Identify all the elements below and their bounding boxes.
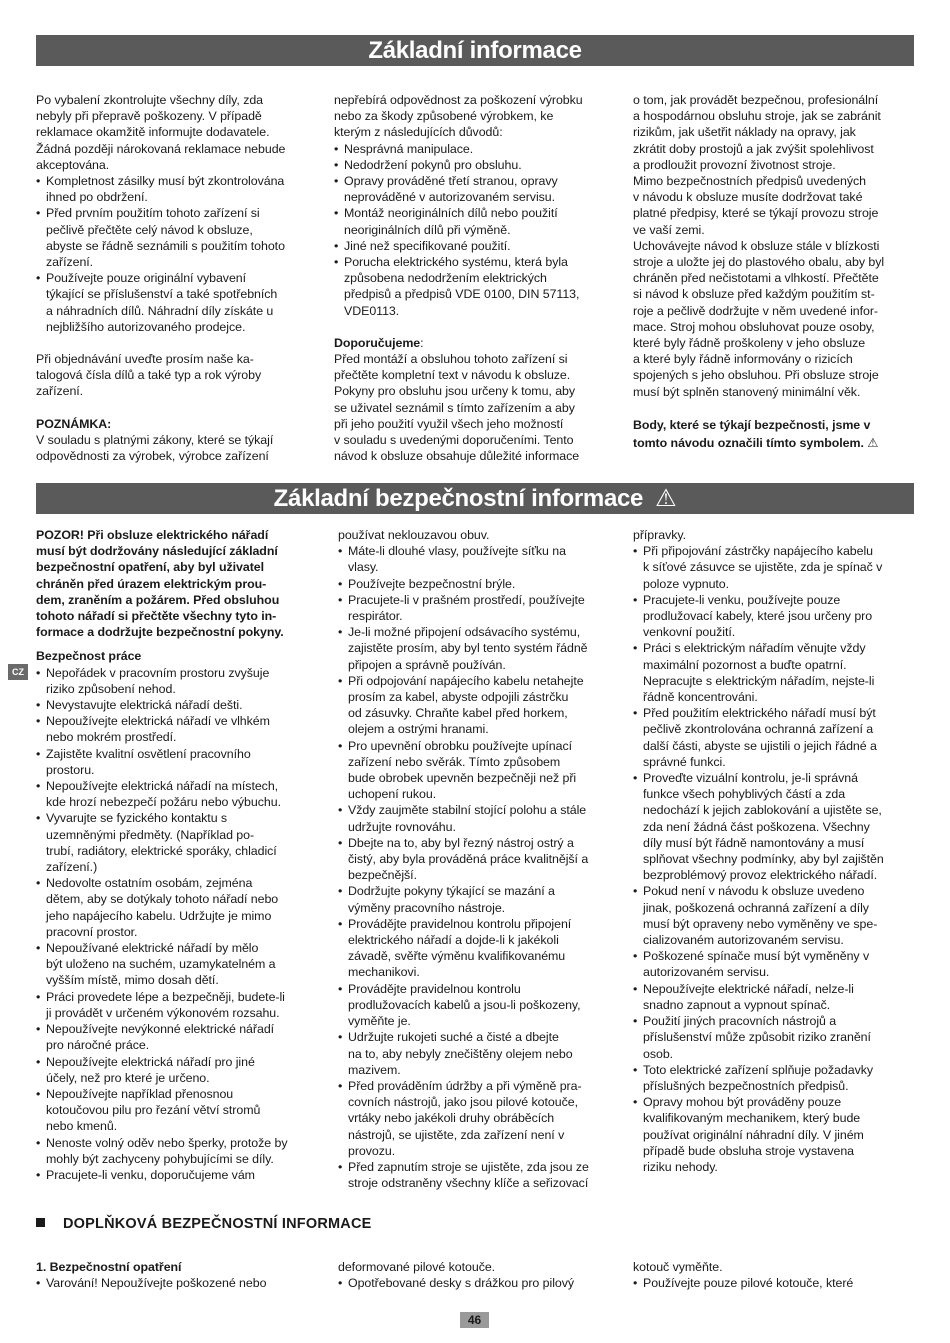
intro-paragraph [36,92,318,173]
list-item-line: riziku nehody. [643,1159,718,1174]
list-item [338,835,620,884]
section1-column-1 [36,92,318,464]
list-item-line: maximální pozornost a buďte opatrní. [643,657,847,672]
operation-paragraph-line: musí být splněn stanovený minimální věk. [633,384,861,399]
list-item-line: Nepoužívejte elektrická nářadí na místech, [46,779,279,794]
list-item [338,883,620,915]
liability-paragraph [334,92,616,141]
intro-paragraph-line: Žádná později nárokovaná reklamace nebude [36,141,286,156]
list-item-line: Nepoužívané elektrické nářadí by mělo [46,941,259,956]
list-item-line: Práci s elektrickým nářadím věnujte vždy [643,641,866,656]
list-item-line: cializovaném autorizovaném servisu. [643,933,844,948]
list-item [633,1094,915,1175]
list-item-line: nebo mokrém prostředí. [46,730,177,745]
continued-text-line: kotouč vyměňte. [633,1260,723,1274]
list-item [334,141,616,157]
list-item [633,883,915,948]
continued-text-line: deformované pilové kotouče. [338,1260,496,1274]
list-item [36,1054,318,1086]
list-item-line: příslušných bezpečnostních předpisů. [643,1078,849,1093]
list-item-line: Nedodržení pokynů pro obsluhu. [344,157,522,172]
list-item-line: poloze vypnuto. [643,576,730,591]
list-item [633,981,915,1013]
section2-column-1 [36,527,318,1183]
list-item [338,1159,620,1191]
spacer [334,319,616,335]
list-item-line: bezproblémový provoz elektrického nářadí. [643,868,878,883]
note-heading: POZNÁMKA: [36,416,112,431]
list-item [36,778,318,810]
list-item-line: Nevystavujte elektrická nářadí dešti. [46,698,243,713]
list-item-line: Před prováděním údržby a při výměně pra- [348,1078,582,1093]
list-item-line: další části, abyste se ujistili o jejich řádné a [643,738,877,753]
list-item [334,157,616,173]
list-item-line: bezpečnější. [348,868,417,883]
ordering-paragraph-line: talogová čísla dílů a také typ a rok výroby [36,368,262,383]
list-item-line: správné funkci. [643,754,726,769]
list-item-line: řádně koncentrováni. [643,690,758,705]
list-item-line: čistý, aby byla prováděná práce kvalitnější a [348,852,589,867]
operation-paragraph-line: o tom, jak provádět bezpečnou, profesionální [633,93,879,107]
list-item-line: osob. [643,1046,674,1061]
list-item-line: udržujte rovnováhu. [348,819,456,834]
safety-measures-list [633,1275,915,1291]
list-item-line: na to, aby nebyly znečištěny olejem nebo [348,1046,573,1061]
list-item-line: snadno zapnout a vypnout spínač. [643,997,831,1012]
list-item [36,270,318,335]
list-item-line: bude obrobek upevněn bezpečněji než při [348,771,577,786]
section2-column-3 [633,527,915,1175]
list-item-line: Poškozené spínače musí být vyměněny v [643,949,870,964]
recommend-paragraph-line: návod k obsluze obsahuje důležité informace [334,449,580,464]
list-item-line: Při odpojování napájecího kabelu netahejte [348,673,584,688]
list-item-line: neprováděné v autorizovaném servisu. [344,190,556,205]
caution-paragraph-line: tohoto nářadí si přečtěte všechny tyto in- [36,609,277,624]
list-item [36,940,318,989]
list-item [36,1086,318,1135]
list-item-line: Používejte pouze originální vybavení [46,271,247,286]
list-item-line: Jiné než specifikované použití. [344,238,511,253]
checklist [36,173,318,335]
spacer [36,335,318,351]
list-item-line: uzemněnými předměty. (Například po- [46,827,255,842]
list-item-line: díly musí být řádně namontovány a musí [643,835,865,850]
list-item-line: mechanikovi. [348,965,420,980]
list-item-line: musí být opraveny nebo vyměněny ve spe- [643,916,878,931]
operation-paragraph-line: Mimo bezpečnostních předpisů uvedených [633,174,866,189]
list-item-line: covních nástrojů, jako jsou pilové kotouče, [348,1095,578,1110]
list-item-line: Opravy mohou být prováděny pouze [643,1095,842,1110]
list-item-line: Pracujete-li v prašném prostředí, používejte [348,592,585,607]
list-item-line: Udržujte rukojeti suché a čisté a dbejte [348,1030,559,1045]
safety-symbol-note-line: tomto návodu označili tímto symbolem. [633,435,864,450]
operation-paragraph-line: v návodu k obsluze musíte dodržovat také [633,190,863,205]
operation-paragraph-line: spojených s jeho obsluhou. Při obsluze stroje [633,368,879,383]
list-item-line: připojen a správně používán. [348,657,506,672]
list-item-line: Zajistěte kvalitní osvětlení pracovního [46,746,251,761]
spacer [36,640,318,648]
list-item-line: zařízení. [46,255,94,270]
list-item-line: venkovní použití. [643,625,736,640]
list-item-line: prostoru. [46,762,95,777]
recommend-heading-block [334,335,616,351]
safety-list-continued [633,543,915,1175]
safety-measures-list [338,1275,620,1291]
list-item [36,1275,318,1291]
note-paragraph [36,432,318,464]
warning-triangle-icon: ⚠ [867,435,879,450]
list-item-line: Kompletnost zásilky musí být zkontrolována [46,174,285,189]
list-item-line: riziko způsobení nehod. [46,681,176,696]
list-item-line: Vyvarujte se fyzického kontaktu s [46,811,228,826]
list-item [334,254,616,319]
note-paragraph-line: odpovědnosti za výrobek, výrobce zařízení [36,449,269,464]
list-item-line: Proveďte vizuální kontrolu, je-li správná [643,771,858,786]
list-item-line: Použití jiných pracovních nástrojů a [643,1014,837,1029]
list-item-line: Varování! Nepoužívejte poškozené nebo [46,1276,267,1291]
safety-measures-list [36,1275,318,1291]
list-item-line: Nepoužívejte elektrické nářadí, nelze-li [643,981,854,996]
list-item [633,770,915,883]
list-item-line: případě bude obsluha stroje vystavena [643,1143,854,1158]
list-item [633,1062,915,1094]
list-item-line: VDE0113. [344,303,400,318]
intro-paragraph-line: nebyly při přepravě poškozeny. V případě [36,109,262,124]
safety-symbol-note [633,416,915,452]
caution-paragraph-line: musí být dodržovány následující základní [36,544,278,559]
operation-paragraph-line: rizikům, jak ušetřit náklady na opravy, jak [633,125,856,140]
section-title: Základní bezpečnostní informace [273,485,644,512]
ordering-paragraph-line: Při objednávání uveďte prosím naše ka- [36,352,254,367]
list-item-line: vlasy. [348,560,379,575]
warning-triangle-icon: ⚠ [655,485,677,512]
continued-text [338,1259,620,1275]
list-item-line: nejbližšího autorizovaného prodejce. [46,319,246,334]
section3-column-3 [633,1259,915,1291]
recommend-heading: Doporučujeme [334,335,421,350]
list-item [338,673,620,738]
list-item-line: Před prvním použitím tohoto zařízení si [46,206,260,221]
caution-paragraph-line: bezpečnostní opatření, aby byl uživatel [36,560,265,575]
continued-text-line: používat neklouzavou obuv. [338,528,490,542]
list-item [633,705,915,770]
list-item-line: účely, než pro které je určeno. [46,1070,210,1085]
list-item-line: předpisů a předpisů VDE 0100, DIN 57113, [344,287,580,302]
operation-paragraph-line: si návod k obsluze před každým použitím st- [633,287,875,302]
caution-paragraph-line: dem, zraněním a požárem. Před obsluhou [36,592,280,607]
liability-paragraph-line: kterým z následujících důvodů: [334,125,503,140]
caution-paragraph-line: formace a dodržujte bezpečnostní pokyny. [36,625,284,640]
recommend-paragraph-line: v souladu s uvedenými doporučeními. Tento [334,433,574,448]
continued-text-line: přípravky. [633,528,686,542]
list-item-line: pro náročné práce. [46,1038,150,1053]
list-item [36,665,318,697]
list-item-line: používat originální náhradní díly. V jiném [643,1127,864,1142]
list-item-line: pracovní prostor. [46,924,138,939]
work-safety-list [36,665,318,1184]
list-item-line: prodlužovací kabely, které jsou určeny pro [643,609,873,624]
list-item-line: Pracujete-li venku, používejte pouze [643,592,841,607]
list-item [36,810,318,875]
list-item-line: vrtáky nebo jakékoli druhy obráběcích [348,1111,555,1126]
list-item-line: Porucha elektrického systému, která byla [344,255,568,270]
list-item-line: nástrojů, se ujistěte, zda zařízení není v [348,1127,565,1142]
list-item [36,173,318,205]
list-item-line: zařízení.) [46,860,98,875]
continued-text [633,1259,915,1275]
list-item-line: stroje odstraněny všechny klíče a seřizovací [348,1176,589,1191]
work-safety-heading-block [36,648,318,664]
list-item-line: Pro upevnění obrobku používejte upínací [348,738,572,753]
list-item-line: ihned po obdržení. [46,190,148,205]
recommend-paragraph-line: při jeho použití využil všech jeho možností [334,416,564,431]
list-item-line: Používejte pouze pilové kotouče, které [643,1276,854,1291]
list-item [338,802,620,834]
list-item-line: Pracujete-li venku, doporučujeme vám [46,1167,255,1182]
list-item [338,624,620,673]
list-item-line: pečlivě přečtěte celý návod k obsluze, [46,222,253,237]
list-item-line: Používejte bezpečnostní brýle. [348,576,516,591]
operation-paragraph [633,92,915,400]
list-item-line: Při připojování zástrčky napájecího kabelu [643,544,874,559]
list-item-line: respirátor. [348,609,403,624]
list-item-line: zajistěte prosím, aby byl tento systém řádně [348,641,588,656]
list-item-line: splňovat všechny podmínky, aby byl zajištěn [643,852,884,867]
safety-measures-heading-block [36,1259,318,1275]
list-item-line: Nepoužívejte elektrická nářadí pro jiné [46,1054,255,1069]
list-item-line: prodlužovacích kabelů a jsou-li poškozeny, [348,997,581,1012]
list-item-line: Nedovolte ostatním osobám, zejména [46,876,253,891]
list-item [633,1275,915,1291]
list-item-line: od zásuvky. Chraňte kabel před horkem, [348,706,568,721]
operation-paragraph-line: a prodloužit provozní životnost stroje. [633,157,836,172]
list-item-line: příslušenství může způsobit riziko zranění [643,1030,871,1045]
list-item-line: zda není žádná část poškozena. Všechny [643,819,870,834]
list-item-line: funkce všech pohyblivých částí a zda [643,787,846,802]
list-item [633,640,915,705]
recommend-paragraph-line: přečtěte kompletní text v návodu k obsluze. [334,368,571,383]
operation-paragraph-line: a hospodárnou obsluhu stroje, jak se zabránit [633,109,881,124]
section-banner-safety-info [36,483,914,514]
list-item-line: Nepoužívejte například přenosnou [46,1086,234,1101]
list-item-line: nebo kmenů. [46,1119,118,1134]
list-item-line: Dbejte na to, aby byl řezný nástroj ostrý a [348,835,574,850]
list-item [338,1275,620,1291]
list-item-line: Dodržujte pokyny týkající se mazání a [348,884,555,899]
safety-symbol-note-line: Body, které se týkají bezpečnosti, jsme v [633,417,871,432]
list-item-line: jeho napájecího kabelu. Udržujte je mimo [46,908,272,923]
section-banner-basic-info [36,35,914,66]
list-item-line: Montáž neoriginálních dílů nebo použití [344,206,558,221]
ordering-paragraph [36,351,318,400]
language-tab: CZ [8,664,28,680]
safety-measures-heading: 1. Bezpečnostní opatření [36,1260,182,1274]
liability-paragraph-line: nebo za škody způsobené výrobkem, ke [334,109,554,124]
list-item-line: kvalifikovaným mechanikem, který bude [643,1111,861,1126]
list-item-line: Máte-li dlouhé vlasy, používejte síťku na [348,544,566,559]
list-item [334,238,616,254]
operation-paragraph-line: mace. Stroj mohou obsluhovat pouze osoby, [633,319,875,334]
list-item [338,916,620,981]
section1-column-3 [633,92,915,452]
operation-paragraph-line: chráněn před nečistotami a vlhkostí. Přečtěte [633,271,879,286]
list-item-line: neoriginálních dílů při výměně. [344,222,511,237]
list-item-line: Vždy zaujměte stabilní stojící polohu a stále [348,803,587,818]
list-item [36,989,318,1021]
list-item-line: Nepoužívejte elektrická nářadí ve vlhkém [46,714,270,729]
list-item [36,205,318,270]
list-item-line: závadě, svěřte výměnu kvalifikovanému [348,949,566,964]
safety-list-continued [338,543,620,1191]
page-number: 46 [460,1312,489,1328]
list-item [633,592,915,641]
list-item-line: Nenoste volný oděv nebo šperky, protože by [46,1135,288,1150]
liability-paragraph-line: nepřebírá odpovědnost za poškození výrobku [334,93,583,107]
list-item-line: mohly být zachyceny pohybujícími se díly. [46,1151,274,1166]
list-item-line: abyste se řádně seznámili s použitím tohoto [46,238,285,253]
caution-paragraph-line: POZOR! Při obsluze elektrického nářadí [36,528,269,542]
list-item-line: vyšším místě, mimo dosah dětí. [46,973,219,988]
list-item [334,205,616,237]
list-item [338,981,620,1030]
list-item [36,746,318,778]
square-bullet-icon [36,1218,45,1227]
list-item-line: Před použitím elektrického nářadí musí být [643,706,876,721]
section2-column-2 [338,527,620,1191]
list-item-line: nedochází k jejich zablokování a ujistěte se, [643,803,882,818]
list-item-line: Nepracujte s elektrickým nářadím, nejste-li [643,673,875,688]
operation-paragraph-line: zkrátit doby prostojů a jak zvýšit spolehlivost [633,141,874,156]
list-item-line: prosím za kabel, abyste odpojili zástrčku [348,690,569,705]
list-item-line: týkající se příslušenství a také spotřebních [46,287,278,302]
list-item [338,1029,620,1078]
list-item [36,1135,318,1167]
list-item-line: Provádějte pravidelnou kontrolu připojení [348,916,572,931]
note-heading-block [36,416,318,432]
list-item [338,1078,620,1159]
list-item [633,543,915,592]
list-item-line: Pokud není v návodu k obsluze uvedeno [643,884,865,899]
list-item [633,1013,915,1062]
list-item [338,592,620,624]
note-paragraph-line: V souladu s platnými zákony, které se týkají [36,432,274,447]
operation-paragraph-line: stroje a uložte jej do plastového obalu, aby byl [633,255,885,270]
liability-list [334,141,616,319]
intro-paragraph-line: reklamace okamžitě informujte dodavatele. [36,125,270,140]
recommend-paragraph-line: Před montáží a obsluhou tohoto zařízení si [334,352,568,367]
additional-safety-title: DOPLŇKOVÁ BEZPEČNOSTNÍ INFORMACE [63,1216,372,1232]
list-item-line: Práci provedete lépe a bezpečněji, budete-li [46,989,285,1004]
list-item-line: vyměňte je. [348,1014,411,1029]
list-item [36,1167,318,1183]
list-item [36,697,318,713]
continued-text [633,527,915,543]
list-item-line: mazivem. [348,1062,401,1077]
list-item-line: Před zapnutím stroje se ujistěte, zda jsou ze [348,1159,589,1174]
list-item [633,948,915,980]
list-item-line: kde hrozí nebezpečí požáru nebo výbuchu. [46,795,281,810]
intro-paragraph-line: akceptována. [36,157,110,172]
operation-paragraph-line: Uchovávejte návod k obsluze stále v blízkosti [633,238,880,253]
operation-paragraph-line: a které byly řádně informovány o rizicích [633,352,853,367]
recommend-colon: : [420,335,424,350]
list-item [36,1021,318,1053]
list-item-line: dětem, aby se dotýkaly tohoto nářadí nebo [46,892,279,907]
operation-paragraph-line: platné předpisy, které se týkají provozu stroje [633,206,879,221]
recommend-paragraph-line: se uživatel seznámil s tímto zařízením a aby [334,400,575,415]
operation-paragraph-line: roje a pečlivě dodržujte v něm uvedené infor- [633,303,879,318]
additional-safety-heading [36,1216,372,1232]
list-item-line: elektrického nářadí a dojde-li k jakékoli [348,933,559,948]
caution-paragraph [36,527,318,640]
section3-column-1 [36,1259,318,1291]
operation-paragraph-line: které byly řádně proškoleny v jeho obsluze [633,336,866,351]
list-item-line: olejem a ostrými hranami. [348,722,489,737]
continued-text [338,527,620,543]
list-item-line: jinak, poškozená ochranná zařízení a díly [643,900,869,915]
list-item-line: zařízení nebo svěrák. Tímto způsobem [348,754,561,769]
list-item [338,576,620,592]
list-item-line: uchopení rukou. [348,787,437,802]
list-item [36,875,318,940]
list-item-line: kotoučovou pilu pro řezání větví stromů [46,1103,261,1118]
list-item-line: Opravy prováděné třetí stranou, opravy [344,174,558,189]
spacer [36,400,318,416]
list-item [334,173,616,205]
list-item-line: být uloženo na suchém, uzamykatelném a [46,957,276,972]
list-item-line: pečlivě zkontrolována ochranná zařízení a [643,722,874,737]
spacer [633,400,915,416]
ordering-paragraph-line: zařízení. [36,384,84,399]
list-item-line: Je-li možné připojení odsávacího systému, [348,625,581,640]
list-item-line: Nesprávná manipulace. [344,141,474,156]
section1-column-2 [334,92,616,464]
list-item-line: ji provádět v určeném výkonovém rozsahu. [46,1005,280,1020]
intro-paragraph-line: Po vybalení zkontrolujte všechny díly, zda [36,93,264,107]
list-item-line: provozu. [348,1143,396,1158]
work-safety-heading: Bezpečnost práce [36,649,142,664]
list-item-line: Nepořádek v pracovním prostoru zvyšuje [46,665,270,680]
operation-paragraph-line: ve vaší zemi. [633,222,705,237]
list-item-line: trubí, radiátory, elektrické sporáky, chladicí [46,843,277,858]
list-item-line: k síťové zásuvce se ujistěte, zda je spínač v [643,560,883,575]
list-item-line: Provádějte pravidelnou kontrolu [348,981,521,996]
list-item-line: autorizovaném servisu. [643,965,770,980]
list-item-line: Toto elektrické zařízení splňuje požadavky [643,1062,874,1077]
list-item [338,543,620,575]
recommend-paragraph [334,351,616,464]
list-item [338,738,620,803]
list-item-line: Nepoužívejte nevýkonné elektrické nářadí [46,1022,275,1037]
list-item-line: Opotřebované desky s drážkou pro pilový [348,1276,575,1291]
recommend-paragraph-line: Pokyny pro obsluhu jsou určeny k tomu, aby [334,384,576,399]
list-item-line: výměny pracovního nástroje. [348,900,506,915]
caution-paragraph-line: chráněn před úrazem elektrickým prou- [36,576,267,591]
list-item-line: způsobena nedodržením elektrických [344,271,547,286]
section3-column-2 [338,1259,620,1291]
list-item-line: a náhradních dílů. Náhradní díly získáte u [46,303,274,318]
section-title: Základní informace [368,37,582,64]
list-item [36,713,318,745]
